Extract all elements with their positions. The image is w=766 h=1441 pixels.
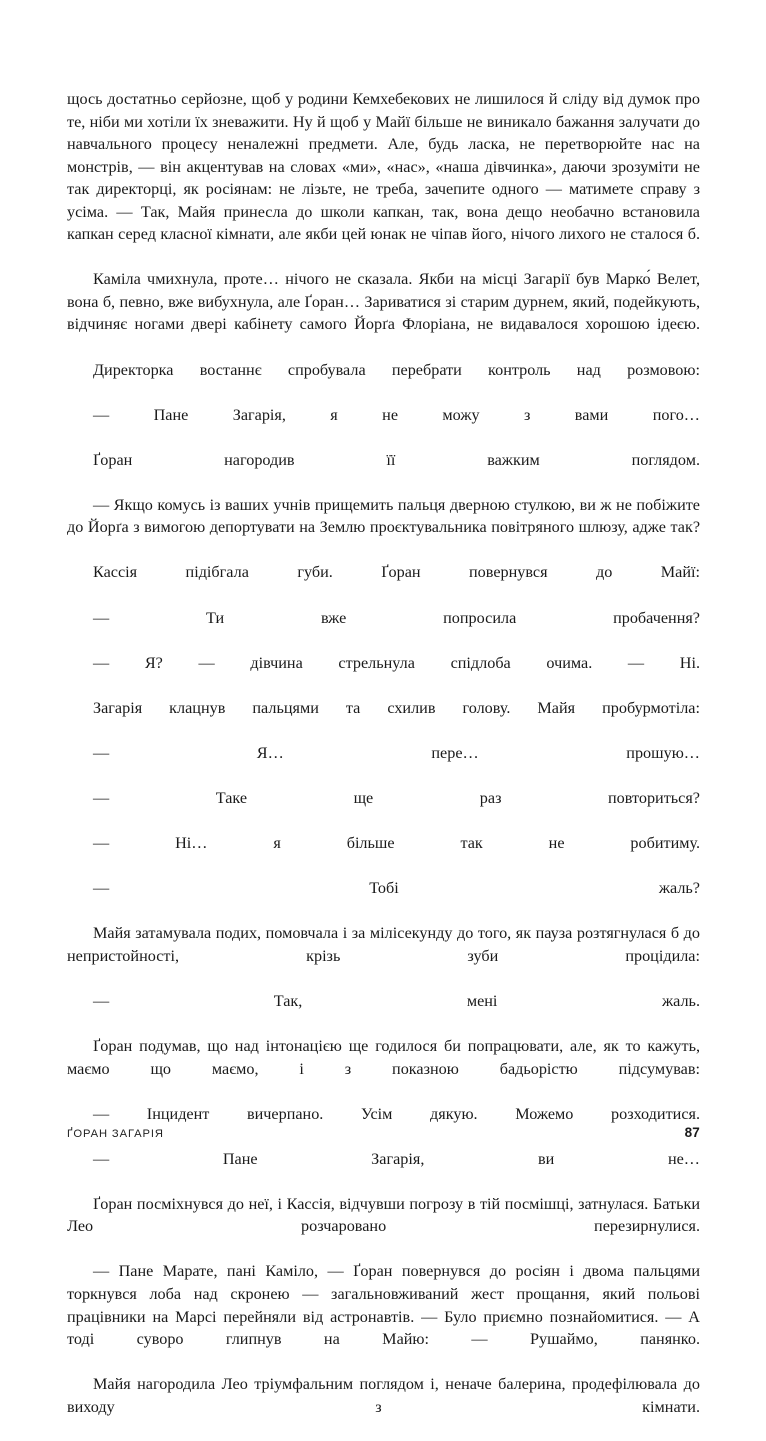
paragraph: Ґоран подумав, що над інтонацією ще годилося би попрацювати, але, як то кажуть, маємо що маємо, і з показною бадьорістю підсумував:: [67, 1036, 700, 1078]
paragraph: — Пане Загарія, ви не…: [93, 1149, 700, 1168]
running-head: ҐОРАН ЗАГАРІЯ: [67, 1128, 164, 1140]
page-footer: [67, 1125, 700, 1140]
paragraph: — Пане Марате, пані Каміло, — Ґоран повернувся до росіян і двома пальцями торкнувся лоба над скронею — загальновживаний жест прощання, який польові працівники на Марсі перейняли від астронавтів. — Було приємно познайомитися. — А тоді суворо глипнув на Майю: — Рушаймо, панянко.: [67, 1262, 700, 1349]
paragraph: Ґоран нагородив її важким поглядом.: [93, 450, 700, 469]
paragraph: Каміла чмихнула, проте… нічого не сказала. Якби на місці Загарії був Марко́ Велет, вона б, певно, вже вибухнула, але Ґоран… Зариватися зі старим дурнем, який, подейкують, відчиняє ногами двері кабінету самого Йорґа Флоріана, не видавалося хорошою ідеєю.: [67, 270, 700, 334]
paragraph: — Інцидент вичерпано. Усім дякую. Можемо розходитися.: [93, 1104, 700, 1123]
paragraph: — Ти вже попросила пробачення?: [93, 608, 700, 627]
paragraph: Ґоран посміхнувся до неї, і Кассія, відчувши погрозу в тій посмішці, затнулася. Батьки Лео розчаровано перезирнулися.: [67, 1194, 700, 1236]
page-body-text: [67, 88, 700, 1441]
paragraph: Майя затамувала подих, помовчала і за мілісекунду до того, як пауза розтягнулася б до непристойності, крізь зуби процідила:: [67, 924, 700, 965]
paragraph: — Я… пере… прошую…: [93, 743, 700, 762]
paragraph: Директорка востаннє спробувала перебрати контроль над розмовою:: [93, 360, 700, 379]
paragraph: — Якщо комусь із ваших учнів прищемить пальця дверною стулкою, ви ж не побіжите до Йорґа з вимогою депортувати на Землю проєктувальника повітряного шлюзу, адже так?: [67, 495, 700, 537]
paragraph: Майя нагородила Лео тріумфальним поглядом і, неначе балерина, продефілювала до виходу з кімнати.: [67, 1375, 700, 1416]
paragraph: — Так, мені жаль.: [93, 991, 700, 1010]
paragraph: — Я? — дівчина стрельнула спідлоба очима. — Ні.: [93, 653, 700, 672]
paragraph: щось достатньо серйозне, щоб у родини Кемхебекових не лишилося й сліду від думок про те, ніби ми хотіли їх зневажити. Ну й щоб у Майї більше не виникало бажання залучати до навчального процесу неналежні предмети. Але, будь ласка, не перетворюйте нас на монстрів, — він акцентував на словах «ми», «нас», «наша дівчинка», даючи зрозуміти не так директорці, як росіянам: не лізьте, не треба, зачепите одного — матимете справу з усіма. — Так, Майя принесла до школи капкан, так, вона дещо необачно встановила капкан серед класної кімнати, але якби цей юнак не чіпав його, нічого лихого не сталося б.: [67, 90, 700, 244]
paragraph: — Пане Загарія, я не можу з вами пого…: [93, 405, 700, 424]
paragraph: Кассія підібгала губи. Ґоран повернувся до Майї:: [93, 563, 700, 582]
paragraph: — Таке ще раз повториться?: [93, 788, 700, 807]
paragraph: — Тобі жаль?: [93, 879, 700, 898]
paragraph: Загарія клацнув пальцями та схилив голову. Майя пробурмотіла:: [93, 698, 700, 717]
paragraph: — Ні… я більше так не робитиму.: [93, 834, 700, 853]
page-number: 87: [684, 1125, 700, 1140]
